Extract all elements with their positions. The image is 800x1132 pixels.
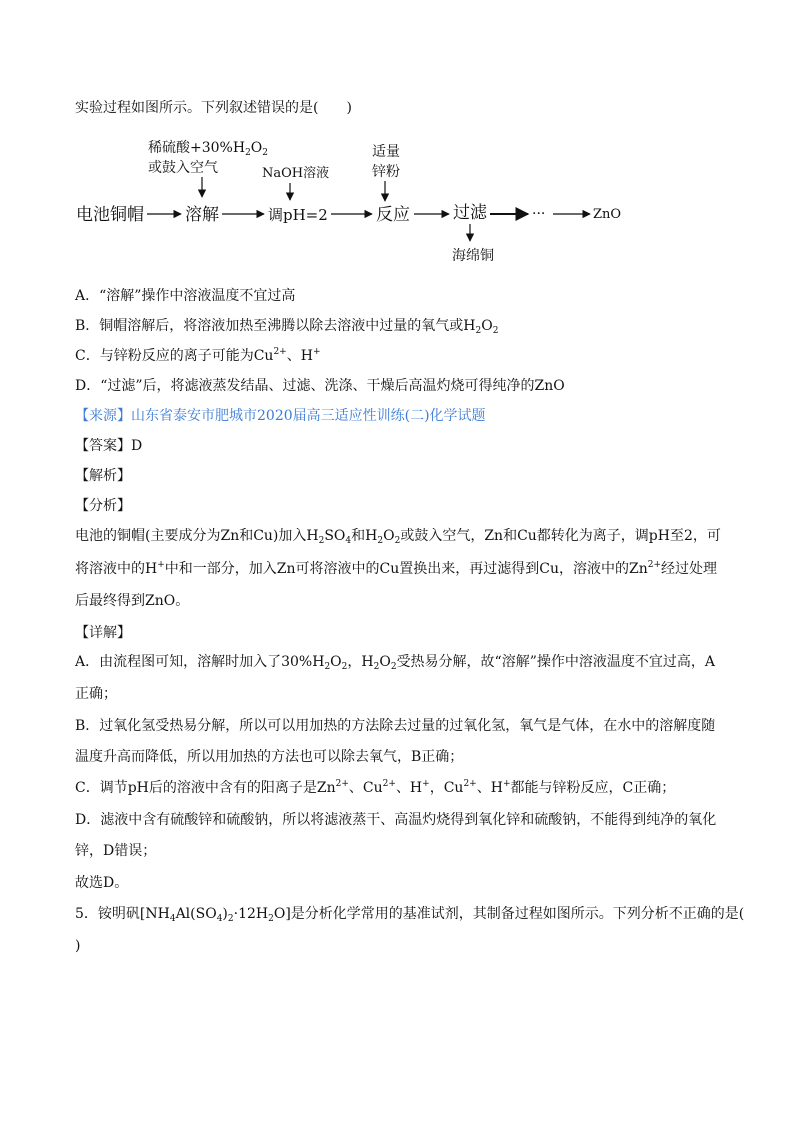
flow-byproduct: 海绵铜 (452, 248, 494, 264)
analysis-line-3: 后最终得到ZnO。 (75, 593, 190, 609)
reagent-zinc-powder: 锌粉 (372, 164, 400, 180)
flow-end-zno: ZnO (593, 207, 622, 222)
answer: 【答案】D (75, 438, 143, 454)
reagent-naoh: NaOH溶液 (262, 166, 330, 181)
option-c: C．与锌粉反应的离子可能为$Cu^{2+}$、H+ (75, 347, 321, 364)
detail-b-line-2: 温度升高而降低，所以用加热的方法也可以除去氧气，B正确； (75, 749, 464, 765)
detail-conclusion: 故选D。 (75, 875, 129, 891)
detail-c-line: C．调节pH后的溶液中含有的阳离子是$Zn^{2+}$、$Cu^{2+}$、H+，$Cu^{2+}$、H+都能与锌粉反应，C正确； (75, 779, 676, 796)
fenxi-header: 【分析】 (75, 498, 131, 514)
detail-b-line-1: B．过氧化氢受热易分解，所以可以用加热的方法除去过量的过氧化氢，氧气是气体，在水中的溶解度随 (75, 718, 716, 734)
jiexi-header: 【解析】 (75, 468, 131, 484)
reagent-air: 或鼓入空气 (148, 160, 218, 176)
analysis-line-2: 将溶液中的H+中和一部分，加入Zn可将溶液中的Cu置换出来，再过滤得到Cu，溶液中的$Zn^{2+}$经过处理 (75, 560, 717, 577)
question-5-line-2: ) (75, 938, 81, 954)
reagent-acid-h2o2: 稀硫酸$+30\%H_2O_2$ (148, 140, 269, 158)
option-d: D．“过滤”后，将滤液蒸发结晶、过滤、洗涤、干燥后高温灼烧可得纯净的ZnO (75, 378, 565, 394)
detail-a-line-2: 正确； (75, 686, 117, 702)
detail-a-line-1: A．由流程图可知，溶解时加入了$30\%H_2O_2$，$H_2O_2$受热易分解，故“溶解”操作中溶液温度不宜过高，A (75, 654, 715, 672)
detail-d-line-1: D．滤液中含有硫酸锌和硫酸钠，所以将滤液蒸干、高温灼烧得到氧化锌和硫酸钠，不能得到纯净的氧化 (75, 812, 717, 828)
source-link[interactable]: 【来源】山东省泰安市肥城市2020届高三适应性训练(二)化学试题 (75, 408, 486, 424)
flow-start: 电池铜帽 (76, 205, 144, 225)
detail-header: 【详解】 (75, 625, 131, 641)
question-intro: 实验过程如图所示。下列叙述错误的是( ) (75, 100, 352, 116)
reagent-zinc-amount: 适量 (372, 144, 400, 160)
option-b: B．铜帽溶解后，将溶液加热至沸腾以除去溶液中过量的氧气或$H_2O_2$ (75, 318, 499, 336)
analysis-line-1: 电池的铜帽(主要成分为Zn和Cu)加入$H_2SO_4$和$H_2O_2$或鼓入空气，Zn和Cu都转化为离子，调pH至2，可 (75, 528, 721, 546)
detail-d-line-2: 锌，D错误； (75, 843, 157, 859)
process-flowchart (0, 0, 800, 290)
option-a: A．“溶解”操作中溶液温度不宜过高 (75, 288, 296, 304)
flow-step-dissolve: 溶解 (185, 205, 219, 225)
flow-step-react: 反应 (376, 205, 410, 225)
flow-step-adjust-ph: 调pH=2 (268, 206, 328, 224)
question-5-line-1: 5．铵明矾$[NH_4Al(SO_4)_2\cdot 12H_2O]$是分析化学常用的基准试剂，其制备过程如图所示。下列分析不正确的是( (75, 906, 745, 924)
flow-step-filter: 过滤 (453, 203, 487, 223)
flow-step-ellipsis: ··· (532, 206, 546, 222)
